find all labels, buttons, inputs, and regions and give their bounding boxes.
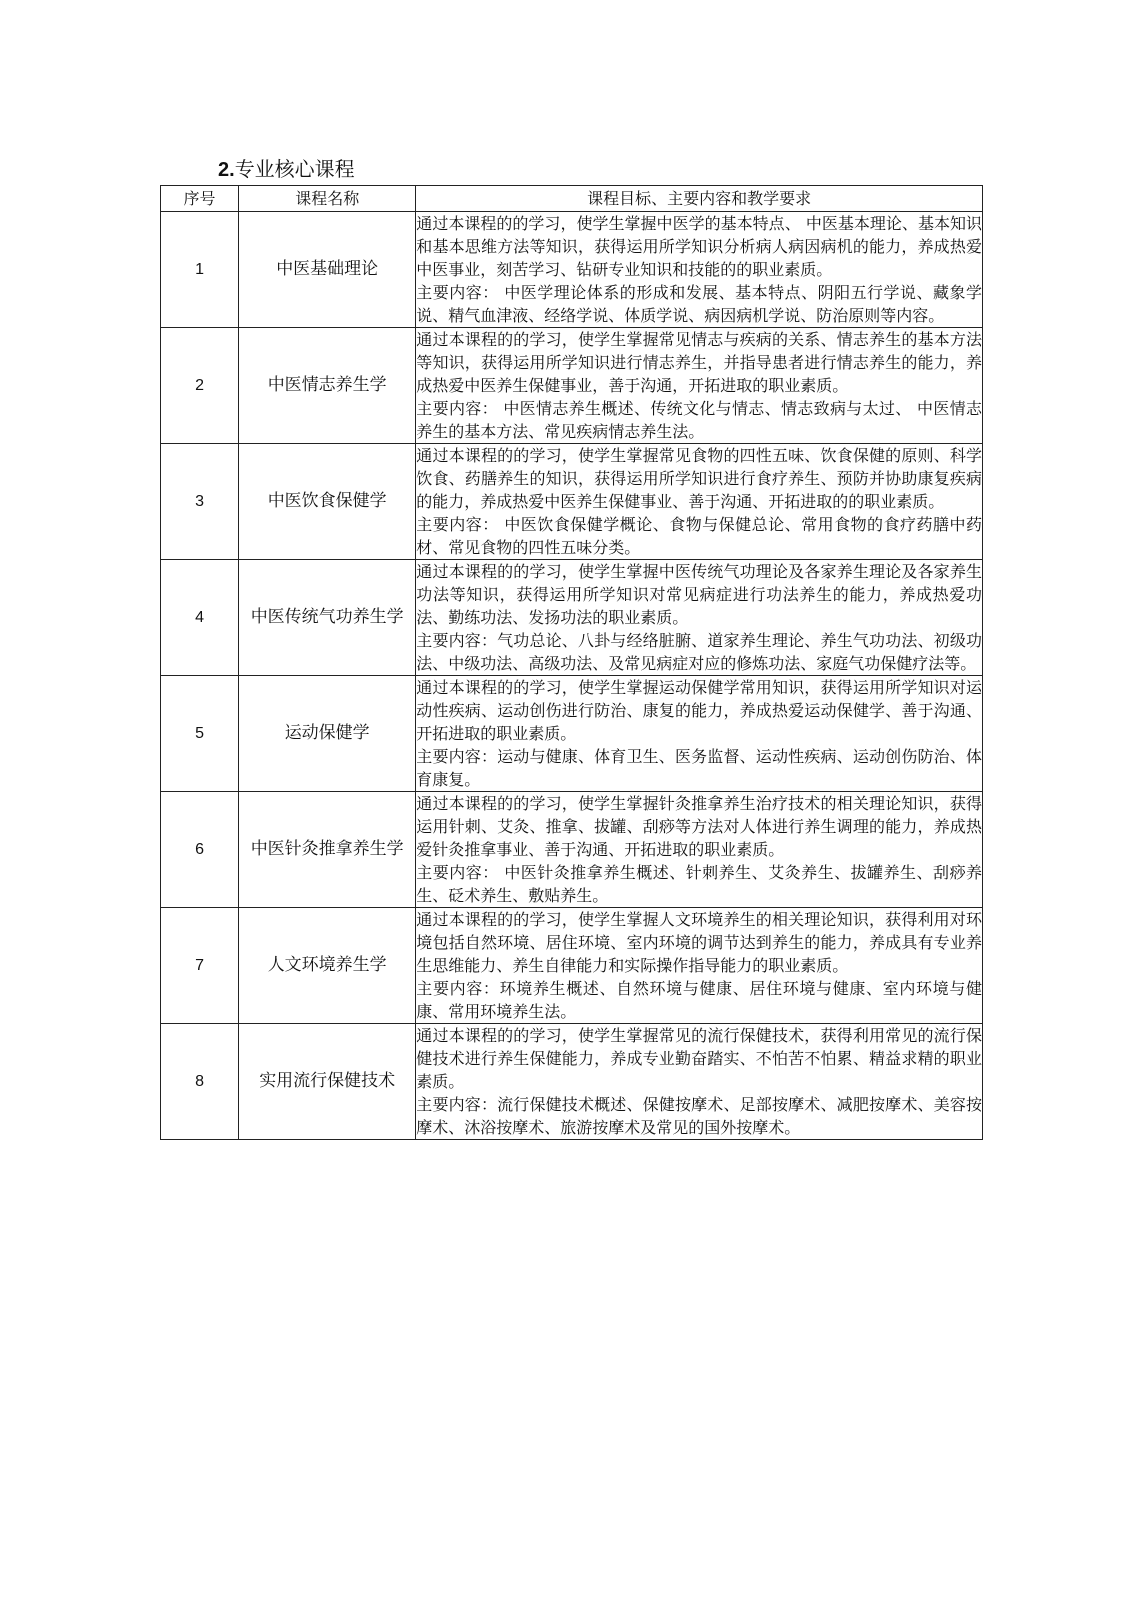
course-content: 主要内容： 中医学理论体系的形成和发展、基本特点、阴阳五行学说、藏象学说、精气血津液、经络学说、体质学说、病因病机学说、防治原则等内容。	[416, 283, 982, 325]
course-name: 中医传统气功养生学	[239, 560, 416, 676]
course-content: 主要内容：流行保健技术概述、保健按摩术、足部按摩术、减肥按摩术、美容按摩术、沐浴按摩术、旅游按摩术及常见的国外按摩术。	[416, 1095, 982, 1137]
course-name: 中医基础理论	[239, 212, 416, 328]
course-name: 运动保健学	[239, 676, 416, 792]
table-row	[161, 560, 983, 676]
header-name: 课程名称	[239, 186, 416, 212]
course-description	[416, 560, 983, 676]
course-content: 主要内容：环境养生概述、自然环境与健康、居住环境与健康、室内环境与健康、常用环境养生法。	[416, 979, 982, 1021]
course-number: 1	[161, 212, 239, 328]
table-row	[161, 908, 983, 1024]
section-title-text: 专业核心课程	[234, 157, 355, 181]
course-description	[416, 908, 983, 1024]
table-header-row	[161, 186, 983, 212]
course-goal: 通过本课程的的学习，使学生掌握针灸推拿养生治疗技术的相关理论知识，获得运用针刺、艾灸、推拿、拔罐、刮痧等方法对人体进行养生调理的能力，养成热爱针灸推拿事业、善于沟通、开拓进取的职业素质。	[416, 794, 982, 859]
header-desc: 课程目标、主要内容和教学要求	[416, 186, 983, 212]
table-row	[161, 792, 983, 908]
course-description	[416, 212, 983, 328]
course-content: 主要内容： 中医情志养生概述、传统文化与情志、情志致病与太过、 中医情志养生的基本方法、常见疾病情志养生法。	[416, 399, 982, 441]
course-number: 7	[161, 908, 239, 1024]
course-content: 主要内容：气功总论、八卦与经络脏腑、道家养生理论、养生气功功法、初级功法、中级功法、高级功法、及常见病症对应的修炼功法、家庭气功保健疗法等。	[416, 631, 982, 673]
course-goal: 通过本课程的的学习，使学生掌握常见的流行保健技术，获得利用常见的流行保健技术进行养生保健能力，养成专业勤奋踏实、不怕苦不怕累、精益求精的职业素质。	[416, 1026, 982, 1091]
table-row	[161, 212, 983, 328]
course-content: 主要内容： 中医饮食保健学概论、食物与保健总论、常用食物的食疗药膳中药材、常见食物的四性五味分类。	[416, 515, 982, 557]
course-name: 中医情志养生学	[239, 328, 416, 444]
course-name: 中医饮食保健学	[239, 444, 416, 560]
table-row	[161, 328, 983, 444]
table-row	[161, 444, 983, 560]
course-number: 3	[161, 444, 239, 560]
course-description	[416, 676, 983, 792]
course-description	[416, 1024, 983, 1140]
course-goal: 通过本课程的的学习，使学生掌握中医学的基本特点、 中医基本理论、基本知识和基本思维方法等知识，获得运用所学知识分析病人病因病机的能力，养成热爱中医事业，刻苦学习、钻研专业知识和技能的的职业素质。	[416, 214, 982, 279]
course-number: 5	[161, 676, 239, 792]
course-goal: 通过本课程的的学习，使学生掌握常见食物的四性五味、饮食保健的原则、科学饮食、药膳养生的知识，获得运用所学知识进行食疗养生、预防并协助康复疾病的能力，养成热爱中医养生保健事业、善于沟通、开拓进取的的职业素质。	[416, 446, 982, 511]
section-heading	[218, 156, 355, 183]
course-goal: 通过本课程的的学习，使学生掌握人文环境养生的相关理论知识，获得利用对环境包括自然环境、居住环境、室内环境的调节达到养生的能力，养成具有专业养生思维能力、养生自律能力和实际操作指导能力的职业素质。	[416, 910, 982, 975]
course-description	[416, 444, 983, 560]
core-course-table	[160, 185, 983, 1140]
course-name: 实用流行保健技术	[239, 1024, 416, 1140]
header-num: 序号	[161, 186, 239, 212]
course-content: 主要内容： 中医针灸推拿养生概述、针刺养生、艾灸养生、拔罐养生、刮痧养生、砭术养生、敷贴养生。	[416, 863, 982, 905]
course-goal: 通过本课程的的学习，使学生掌握运动保健学常用知识，获得运用所学知识对运动性疾病、运动创伤进行防治、康复的能力，养成热爱运动保健学、善于沟通、开拓进取的职业素质。	[416, 678, 982, 743]
course-number: 2	[161, 328, 239, 444]
course-number: 8	[161, 1024, 239, 1140]
course-description	[416, 328, 983, 444]
course-number: 6	[161, 792, 239, 908]
section-number: 2.	[218, 159, 235, 181]
table-row	[161, 676, 983, 792]
course-name: 人文环境养生学	[239, 908, 416, 1024]
course-name: 中医针灸推拿养生学	[239, 792, 416, 908]
course-content: 主要内容：运动与健康、体育卫生、医务监督、运动性疾病、运动创伤防治、体育康复。	[416, 747, 982, 789]
course-goal: 通过本课程的的学习，使学生掌握常见情志与疾病的关系、情志养生的基本方法等知识，获得运用所学知识进行情志养生，并指导患者进行情志养生的能力，养成热爱中医养生保健事业，善于沟通，开拓进取的职业素质。	[416, 330, 982, 395]
table-row	[161, 1024, 983, 1140]
course-description	[416, 792, 983, 908]
course-number: 4	[161, 560, 239, 676]
course-goal: 通过本课程的的学习，使学生掌握中医传统气功理论及各家养生理论及各家养生功法等知识，获得运用所学知识对常见病症进行功法养生的能力，养成热爱功法、勤练功法、发扬功法的职业素质。	[416, 562, 982, 627]
